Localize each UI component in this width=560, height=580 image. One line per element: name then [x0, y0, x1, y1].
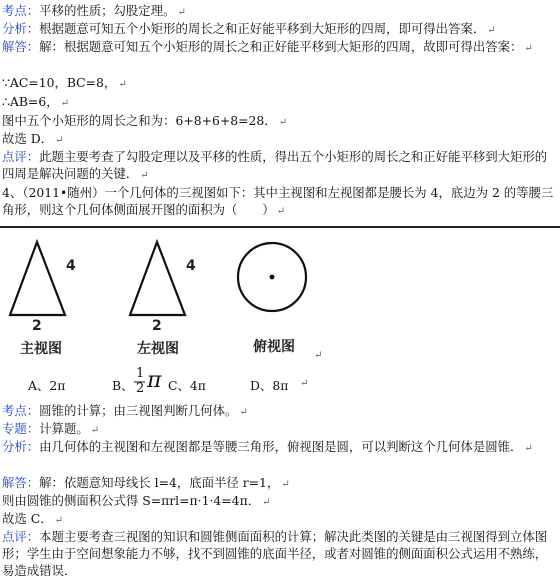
return-mark: ↵	[140, 170, 149, 182]
choice-a: A、2π	[28, 378, 66, 393]
return-mark: ↵	[524, 43, 533, 54]
top-view-caption: 俯视图	[253, 339, 295, 355]
jieda-text: 解：依题意知母线长 l=4，底面半径 r=1，	[39, 475, 280, 490]
fenxi-text: 根据题意可知五个小矩形的周长之和正好能平移到大矩形的四周，即可得出答案．	[39, 21, 486, 36]
page-separator	[0, 226, 560, 228]
jieda-text: 解：根据题意可知五个小矩形的周长之和正好能平移到大矩形的四周，故即可得出答案：	[39, 39, 523, 54]
return-mark: ↵	[60, 98, 69, 109]
step-text: 故选 D．	[2, 131, 54, 146]
kaodian-text: 平移的性质；勾股定理。	[39, 3, 176, 18]
fenxi-text: 由几何体的主视图和左视图都是等腰三角形，俯视图是圆，可以判断这个几何体是圆锥．	[39, 439, 523, 454]
top-view-center-dot	[270, 275, 275, 280]
kaodian-line-1	[2, 2, 558, 21]
dianping-line-1	[2, 148, 558, 184]
zhuanti-label: 专题：	[2, 421, 40, 436]
solution-step	[2, 492, 558, 511]
dianping-label: 点评：	[2, 529, 40, 544]
solution-step	[2, 74, 558, 93]
dianping-text: 本题主要考查三视图的知识和圆锥侧面面积的计算；解决此类图的关键是由三视图得到立体图形；学生由于空间想象能力不够，找不到圆锥的底面半径，或者对圆锥的侧面面积公式运用不熟练，易造成错误．	[2, 529, 548, 579]
dianping-line-2	[2, 528, 558, 580]
dianping-label: 点评：	[2, 149, 40, 164]
solution-step	[2, 93, 558, 112]
fenxi-line-2	[2, 438, 558, 457]
return-mark: ↵	[54, 515, 63, 526]
dianping-text: 此题主要考查了勾股定理以及平移的性质，得出五个小矩形的周长之和正好能平移到大矩形的四周是解决问题的关键．	[2, 149, 548, 182]
jieda-label: 解答：	[2, 475, 40, 490]
jieda-line-1	[2, 38, 558, 57]
return-mark: ↵	[524, 443, 533, 454]
front-view-caption: 主视图	[20, 341, 62, 357]
return-mark: ↵	[276, 206, 285, 218]
front-view-side-length: 4	[66, 258, 76, 274]
return-mark: ↵	[90, 425, 100, 436]
kaodian-text: 圆锥的计算；由三视图判断几何体。	[39, 403, 238, 418]
choice-b-pi: π	[147, 368, 162, 393]
solution-step	[2, 130, 558, 149]
answer-choices	[0, 368, 560, 398]
left-view-caption: 左视图	[137, 341, 179, 357]
choice-b-denominator: 2	[136, 381, 145, 396]
front-view-base-length: 2	[32, 318, 42, 334]
kaodian-line-2	[2, 402, 558, 421]
return-mark: ↵	[118, 79, 127, 90]
choice-c: C、4π	[168, 378, 206, 393]
three-view-figure	[0, 232, 340, 364]
choice-b-prefix: B、	[112, 378, 134, 393]
return-mark: ↵	[262, 497, 271, 508]
choice-b-numerator: 1	[136, 366, 145, 381]
kaodian-label: 考点：	[2, 3, 40, 18]
zhuanti-text: 计算题。	[39, 421, 89, 436]
choice-d: D、8π	[250, 378, 289, 393]
fenxi-label: 分析：	[2, 439, 40, 454]
left-view-side-length: 4	[186, 258, 196, 274]
solution-step	[2, 510, 558, 529]
return-mark: ↵	[278, 117, 288, 128]
fenxi-line-1	[2, 20, 558, 39]
step-text: ∵AC=10，BC=8，	[2, 75, 117, 90]
left-view-base-length: 2	[152, 318, 162, 334]
return-mark: ↵	[314, 350, 323, 361]
return-mark: ↵	[281, 479, 290, 490]
jieda-line-2	[2, 474, 558, 493]
front-view-triangle	[10, 242, 65, 315]
fenxi-label: 分析：	[2, 21, 40, 36]
step-text: 则由圆锥的侧面积公式得 S=πrl=π·1·4=4π．	[2, 493, 261, 508]
jieda-label: 解答：	[2, 39, 40, 54]
question-4	[2, 184, 558, 220]
return-mark: ↵	[177, 7, 186, 18]
step-text: 故选 C．	[2, 511, 53, 526]
solution-step	[2, 112, 558, 131]
step-text: 图中五个小矩形的周长之和为：6+8+6+8=28．	[2, 113, 277, 128]
question-text: 4、（2011•随州）一个几何体的三视图如下：其中主视图和左视图都是腰长为 4，底边为 2 的等腰三角形，则这个几何体侧面展开图的面积为（ ）	[2, 185, 554, 218]
return-mark: ↵	[487, 25, 496, 36]
return-mark: ↵	[300, 378, 309, 389]
return-mark: ↵	[55, 135, 64, 146]
zhuanti-line	[2, 420, 558, 439]
kaodian-label: 考点：	[2, 403, 40, 418]
step-text: ∴AB=6，	[2, 94, 59, 109]
return-mark: ↵	[239, 407, 248, 418]
left-view-triangle	[130, 242, 185, 315]
